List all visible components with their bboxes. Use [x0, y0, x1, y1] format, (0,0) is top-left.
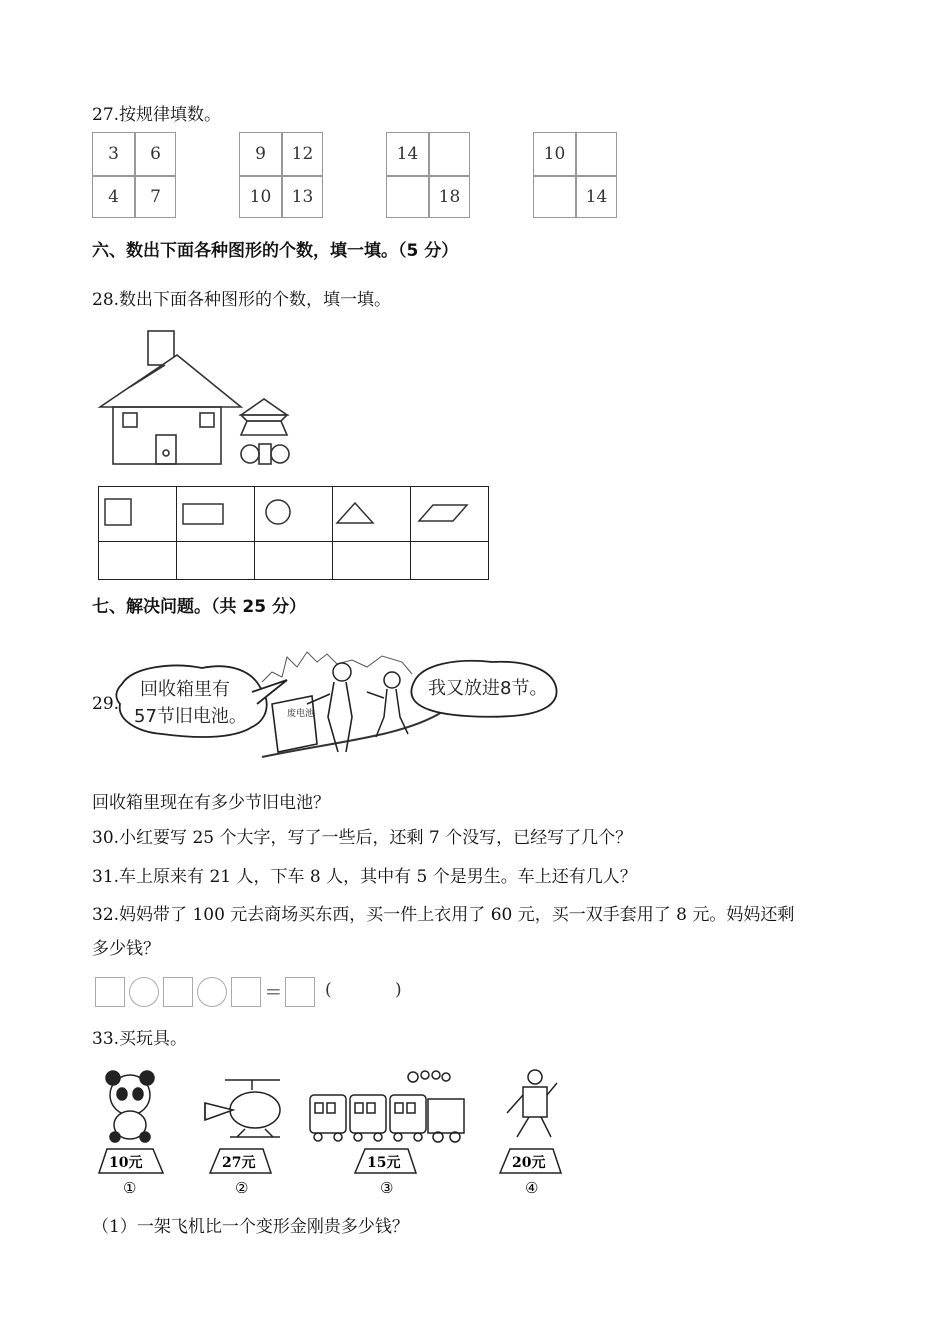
parallelogram-icon	[419, 505, 467, 521]
bubble-left-line1: 回收箱里有	[140, 679, 230, 700]
parallelogram-cell	[411, 487, 489, 542]
grid-cell: 4	[108, 187, 119, 207]
q30-text: 30.小红要写 25 个大字，写了一些后，还剩 7 个没写，已经写了几个？	[92, 828, 633, 848]
shape-count-table	[98, 486, 489, 580]
circle-cell	[255, 487, 333, 542]
operator-circle[interactable]	[197, 977, 227, 1007]
answer-cell-square[interactable]	[99, 542, 177, 580]
q33-title: 33.买玩具。	[92, 1029, 188, 1049]
operator-circle[interactable]	[129, 977, 159, 1007]
pattern-grid-1	[92, 132, 176, 218]
grid-cell: 12	[291, 144, 314, 164]
triangle-icon	[337, 503, 373, 523]
bubble-right-text: 我又放进8节。	[428, 678, 548, 699]
answer-cell-parallelogram[interactable]	[411, 542, 489, 580]
q31-text: 31.车上原来有 21 人，下车 8 人，其中有 5 个是男生。车上还有几人？	[92, 867, 637, 887]
recycling-illustration	[112, 632, 562, 772]
small-parallelogram	[241, 421, 287, 435]
answer-box[interactable]	[231, 977, 261, 1007]
rectangle-cell	[177, 487, 255, 542]
recycling-box	[272, 696, 317, 752]
triangle-cell	[333, 487, 411, 542]
q29-number: 29.	[92, 694, 120, 714]
answer-cell-rectangle[interactable]	[177, 542, 255, 580]
grid-cell: 13	[291, 187, 314, 207]
grid-cell-blank[interactable]	[534, 176, 575, 218]
grid-cell: 14	[396, 144, 419, 164]
section-7-heading: 七、解决问题。（共 25 分）	[92, 597, 306, 617]
pattern-grid-2	[239, 132, 323, 218]
toy-index: ③	[380, 1179, 394, 1197]
grid-cell-blank[interactable]	[429, 133, 470, 175]
equals-sign: =	[265, 979, 282, 1003]
small-roof-triangle	[241, 399, 287, 415]
answer-cell-triangle[interactable]	[333, 542, 411, 580]
window-right-square	[200, 413, 214, 427]
rectangle-icon	[183, 504, 223, 524]
toy-price: 20元	[512, 1155, 546, 1171]
house-illustration	[95, 325, 305, 470]
child-head	[384, 672, 400, 688]
wheel-circle-right	[271, 445, 289, 463]
grid-cell: 6	[150, 144, 161, 164]
toy-index: ①	[123, 1179, 137, 1197]
grid-cell: 18	[438, 187, 461, 207]
q28-title: 28.数出下面各种图形的个数，填一填。	[92, 290, 392, 310]
train-icon	[310, 1071, 464, 1142]
robot-icon	[507, 1070, 557, 1137]
airplane-icon	[205, 1080, 280, 1137]
toy-price: 15元	[367, 1155, 401, 1171]
equation-template	[95, 975, 415, 1011]
toy-index: ②	[235, 1179, 249, 1197]
toy-index: ④	[525, 1179, 539, 1197]
grid-cell: 3	[108, 144, 119, 164]
grid-cell: 10	[543, 144, 566, 164]
pattern-grid-3	[386, 132, 470, 218]
grid-cell: 14	[585, 187, 608, 207]
window-left-square	[123, 413, 137, 427]
toy-price: 27元	[222, 1155, 256, 1171]
answer-box[interactable]	[163, 977, 193, 1007]
grid-cell-blank[interactable]	[387, 176, 428, 218]
toy-price: 10元	[109, 1155, 143, 1171]
grid-cell: 9	[255, 144, 266, 164]
box-label: 废电池	[287, 709, 315, 719]
bubble-left-line2: 57节旧电池。	[134, 706, 247, 727]
q29-question: 回收箱里现在有多少节旧电池？	[92, 793, 330, 813]
small-rect	[259, 444, 271, 464]
grid-cell: 7	[150, 187, 161, 207]
q33-sub1: （1）一架飞机比一个变形金刚贵多少钱？	[92, 1217, 409, 1237]
q27-title: 27.按规律填数。	[92, 105, 222, 125]
answer-cell-circle[interactable]	[255, 542, 333, 580]
unit-paren-close: )	[395, 980, 402, 1000]
wheel-circle-left	[241, 445, 259, 463]
roof-triangle	[100, 355, 241, 407]
q32-line1: 32.妈妈带了 100 元去商场买东西，买一件上衣用了 60 元，买一双手套用了 8 元。妈妈还剩	[92, 905, 795, 925]
grid-cell: 10	[249, 187, 272, 207]
section-6-heading: 六、数出下面各种图形的个数，填一填。（5 分）	[92, 241, 459, 261]
worker-head	[333, 663, 351, 681]
answer-box[interactable]	[95, 977, 125, 1007]
unit-paren-open: (	[325, 980, 332, 1000]
pattern-grid-4	[533, 132, 617, 218]
square-cell	[99, 487, 177, 542]
grid-cell-blank[interactable]	[576, 133, 617, 175]
result-box[interactable]	[285, 977, 315, 1007]
square-icon	[105, 499, 131, 525]
toys-illustration	[95, 1065, 585, 1200]
panda-icon	[106, 1071, 154, 1142]
circle-icon	[266, 500, 290, 524]
q32-line2: 多少钱？	[92, 939, 160, 959]
